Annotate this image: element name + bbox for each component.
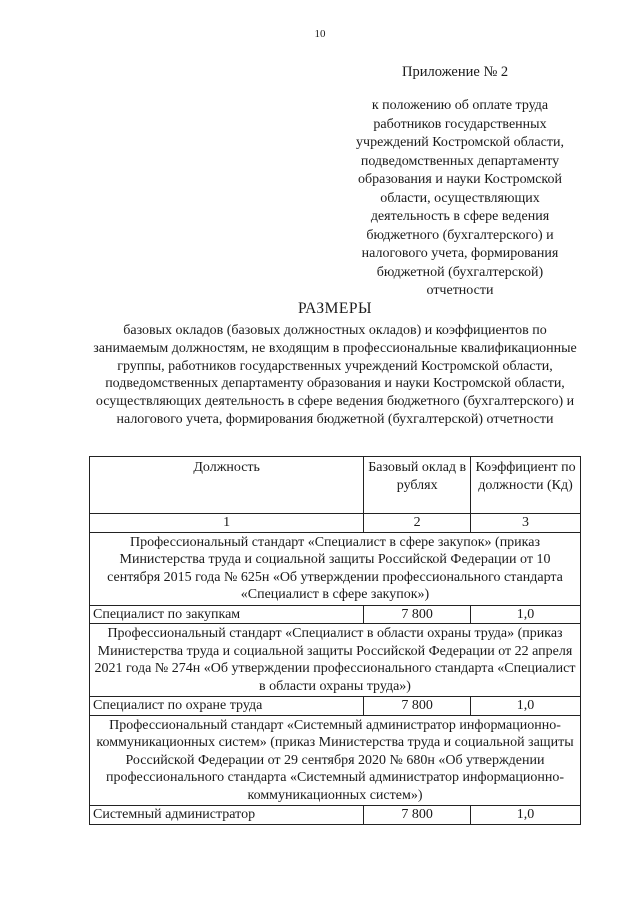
document-subheading: базовых окладов (базовых должностных окладов) и коэффициентов по занимаемым должностям, не входящим в профессиональные квалификационные группы, работников государственных учреждений Костромской области, подведомственных департаменту образования и науки Костромской области, осуществляющих деятельность в сфере ведения бюджетного (бухгалтерского) и налогового учета, формирования бюджетной (бухгалтерской) отчетности xyxy=(93,323,577,427)
base-salary-value: 7 800 xyxy=(364,605,471,624)
section-row xyxy=(90,532,581,605)
section-row xyxy=(90,715,581,806)
table-row xyxy=(90,806,581,825)
coefficient-value: 1,0 xyxy=(471,697,581,716)
section-row xyxy=(90,624,581,697)
table-row xyxy=(90,605,581,624)
position-name: Специалист по охране труда xyxy=(90,697,364,716)
appendix-text: к положению об оплате труда работников государственных учреждений Костромской области, подведомственных департаменту образования и науки Костромской области, осуществляющих деятельность в сфере ведения бюджетного (бухгалтерского) и налогового учета, формирования бюджетной (бухгалтерской) отчетности xyxy=(356,98,564,298)
column-number: 1 xyxy=(90,514,364,533)
position-name: Системный администратор xyxy=(90,806,364,825)
section-standard: Профессиональный стандарт «Специалист в сфере закупок» (приказ Министерства труда и социальной защиты Российской Федерации от 10 сентября 2015 года № 625н «Об утверждении профессионального стандарта «Специалист в сфере закупок») xyxy=(90,532,581,605)
table-row xyxy=(90,697,581,716)
section-standard: Профессиональный стандарт «Специалист в области охраны труда» (приказ Министерства труда и социальной защиты Российской Федерации от 22 апреля 2021 года № 274н «Об утверждении профессионального стандарта «Специалист в области охраны труда») xyxy=(90,624,581,697)
column-number: 2 xyxy=(364,514,471,533)
column-number: 3 xyxy=(471,514,581,533)
document-heading: РАЗМЕРЫ xyxy=(297,300,373,317)
column-number-row xyxy=(90,514,581,533)
coefficient-value: 1,0 xyxy=(471,806,581,825)
base-salary-value: 7 800 xyxy=(364,806,471,825)
position-name: Специалист по закупкам xyxy=(90,605,364,624)
header-coefficient: Коэффициент по должности (Кд) xyxy=(471,457,581,514)
salary-table xyxy=(89,456,581,825)
base-salary-value: 7 800 xyxy=(364,697,471,716)
header-position: Должность xyxy=(90,457,364,514)
appendix-title: Приложение № 2 xyxy=(402,64,509,80)
table-header-row xyxy=(90,457,581,514)
coefficient-value: 1,0 xyxy=(471,605,581,624)
section-standard: Профессиональный стандарт «Системный администратор информационно-коммуникационных систем» (приказ Министерства труда и социальной защиты Российской Федерации от 29 сентября 2020 № 680н «Об утверждении профессионального стандарта «Системный администратор информационно-коммуникационных систем») xyxy=(90,715,581,806)
header-base-salary: Базовый оклад в рублях xyxy=(364,457,471,514)
page-number: 10 xyxy=(314,28,326,40)
